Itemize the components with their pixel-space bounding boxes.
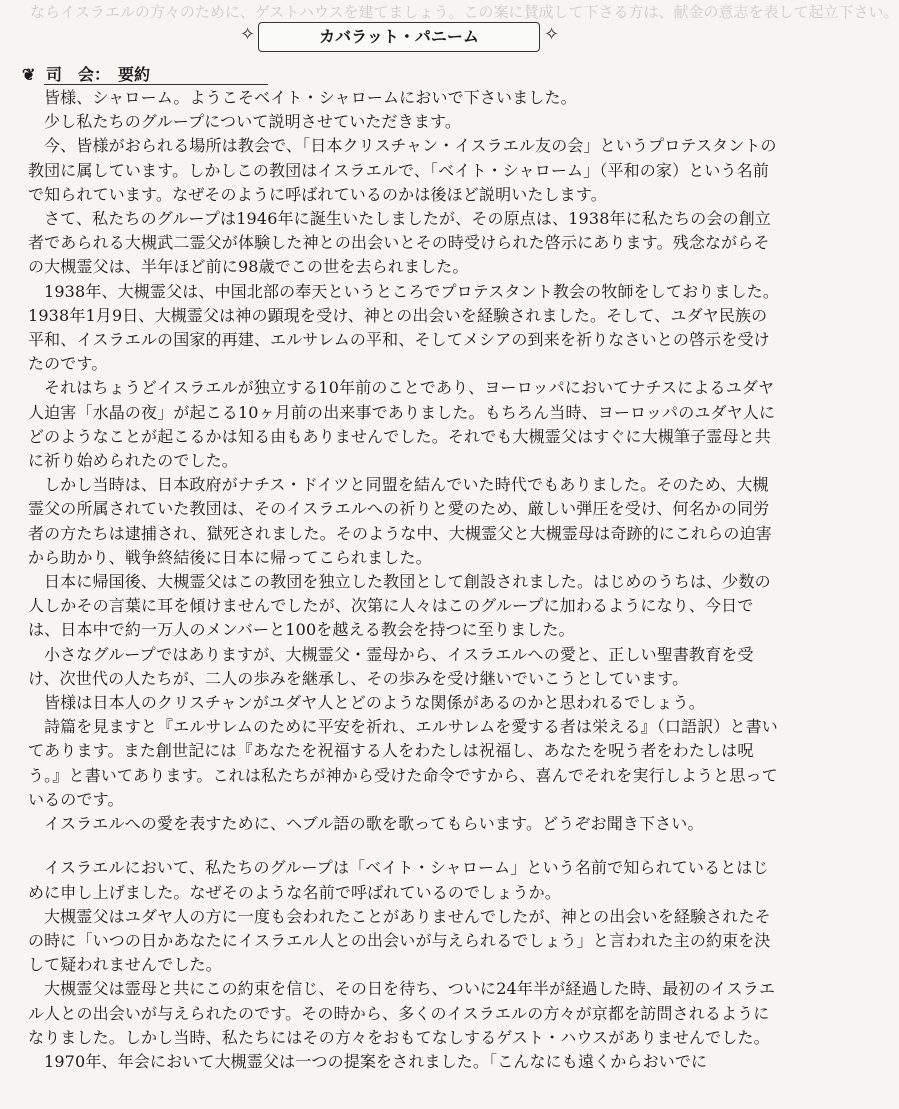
paragraph: さて、私たちのグループは1946年に誕生いたしましたが、その原点は、1938年に私たちの会の創立者であられる大槻武二霊父が体験した神との出会いとその時受けられた啓示にあります。残念ながらその大槻霊父は、半年ほど前に98歳でこの世を去られました。 bbox=[28, 209, 772, 277]
body-text bbox=[28, 86, 780, 1074]
paragraph: 皆様、シャローム。ようこそベイト・シャロームにおいで下さいました。 bbox=[44, 88, 577, 107]
section-label: 司 会： 要約 bbox=[46, 65, 151, 84]
paragraph: 小さなグループではありますが、大槻霊父・霊母から、イスラエルへの愛と、正しい聖書教育を受け、次世代の人たちが、二人の歩みを継承し、その歩みを受け継いでいこうとしています。 bbox=[28, 644, 754, 688]
paragraph: それはちょうどイスラエルが独立する10年前のことであり、ヨーロッパにおいてナチスによるユダヤ人迫害「水晶の夜」が起こる10ヶ月前の出来事でありました。もちろん当時、ヨーロッパのユダヤ人にどのようなことが起こるかは知る由もありませんでした。それでも大槻霊父はすぐに大槻筆子霊母と共に祈り始められたのでした。 bbox=[28, 378, 776, 471]
section-underline bbox=[44, 84, 268, 85]
paragraph-gap bbox=[28, 836, 780, 856]
paragraph: 今、皆様がおられる場所は教会で、「日本クリスチャン・イスラエル友の会」というプロテスタントの教団に属しています。しかしこの教団はイスラエルで、「ベイト・シャローム」（平和の家）という名前で知られています。なぜそのように呼ばれているのかは後ほど説明いたします。 bbox=[28, 136, 777, 204]
leaf-ornament-icon: ❦ bbox=[22, 65, 36, 84]
paragraph: 1970年、年会において大槻霊父は一つの提案をされました。「こんなにも遠くからおいでに bbox=[44, 1051, 708, 1071]
section-heading bbox=[22, 62, 322, 88]
paragraph: 皆様は日本人のクリスチャンがユダヤ人とどのような関係があるのかと思われるでしょう。 bbox=[44, 693, 705, 713]
paragraph: イスラエルへの愛を表すために、ヘブル語の歌を歌ってもらいます。どうぞお聞き下さい。 bbox=[44, 814, 704, 834]
paragraph: 詩篇を見ますと『エルサレムのために平安を祈れ、エルサレムを愛する者は栄える』（口語訳）と書いてあります。また創世記には『あなたを祝福する人をわたしは祝福し、あなたを呪う者をわたしは呪う。』と書いてあります。これは私たちが神から受けた命令ですから、喜んでそれを実行しようと思っているのです。 bbox=[28, 717, 778, 809]
paragraph: 大槻霊父は霊母と共にこの約束を信じ、その日を待ち、ついに24年半が経過した時、最初のイスラエル人との出会いが与えられたのです。その時から、多くのイスラエルの方々が京都を訪問されるようになりました。しかし当時、私たちにはその方々をおもてなしするゲスト・ハウスがありませんでした。 bbox=[28, 979, 776, 1047]
page-title: カバラット・パニーム bbox=[258, 22, 540, 52]
bleed-through-text: ならイスラエルの方々のために、ゲストハウスを建てましょう。この案に賛成して下さる方は、献金の意志を表して起立下さい。 bbox=[30, 3, 899, 21]
paragraph: しかし当時は、日本政府がナチス・ドイツと同盟を結んでいた時代でもありました。そのため、大槻霊父の所属されていた教団は、そのイスラエルへの祈りと愛のため、厳しい弾圧を受け、何名かの同労者の方たちは逮捕され、獄死されました。そのような中、大槻霊父と大槻霊母は奇跡的にこれらの迫害から助かり、戦争終結後に日本に帰ってこられました。 bbox=[28, 475, 772, 567]
header bbox=[0, 22, 800, 62]
right-ornament-icon: ✧ bbox=[544, 24, 560, 45]
paragraph: イスラエルにおいて、私たちのグループは「ベイト・シャローム」という名前で知られているとはじめに申し上げました。なぜそのような名前で呼ばれているのでしょうか。 bbox=[28, 858, 769, 902]
paragraph: 少し私たちのグループについて説明させていただきます。 bbox=[44, 112, 462, 132]
left-ornament-icon: ✧ bbox=[240, 24, 256, 45]
paragraph: 大槻霊父はユダヤ人の方に一度も会われたことがありませんでしたが、神との出会いを経験されたその時に「いつの日かあなたにイスラエル人との出会いが与えられるでしょう」と言われた主の約束を決して疑われませんでした。 bbox=[28, 906, 771, 975]
paragraph: 日本に帰国後、大槻霊父はこの教団を独立した教団として創設されました。はじめのうちは、少数の人しかその言葉に耳を傾けませんでしたが、次第に人々はこのグループに加わるようになり、今日では、日本中で約一万人のメンバーと100を越える教会を持つに至りました。 bbox=[28, 572, 771, 640]
paragraph: 1938年、大槻霊父は、中国北部の奉天というところでプロテスタント教会の牧師をしておりました。1938年1月9日、大槻霊父は神の顕現を受け、神との出会いを経験されました。そして、ユダヤ民族の平和、イスラエルの国家的再建、エルサレムの平和、そしてメシアの到来を祈りなさいとの啓示を受けたのです。 bbox=[28, 281, 779, 374]
